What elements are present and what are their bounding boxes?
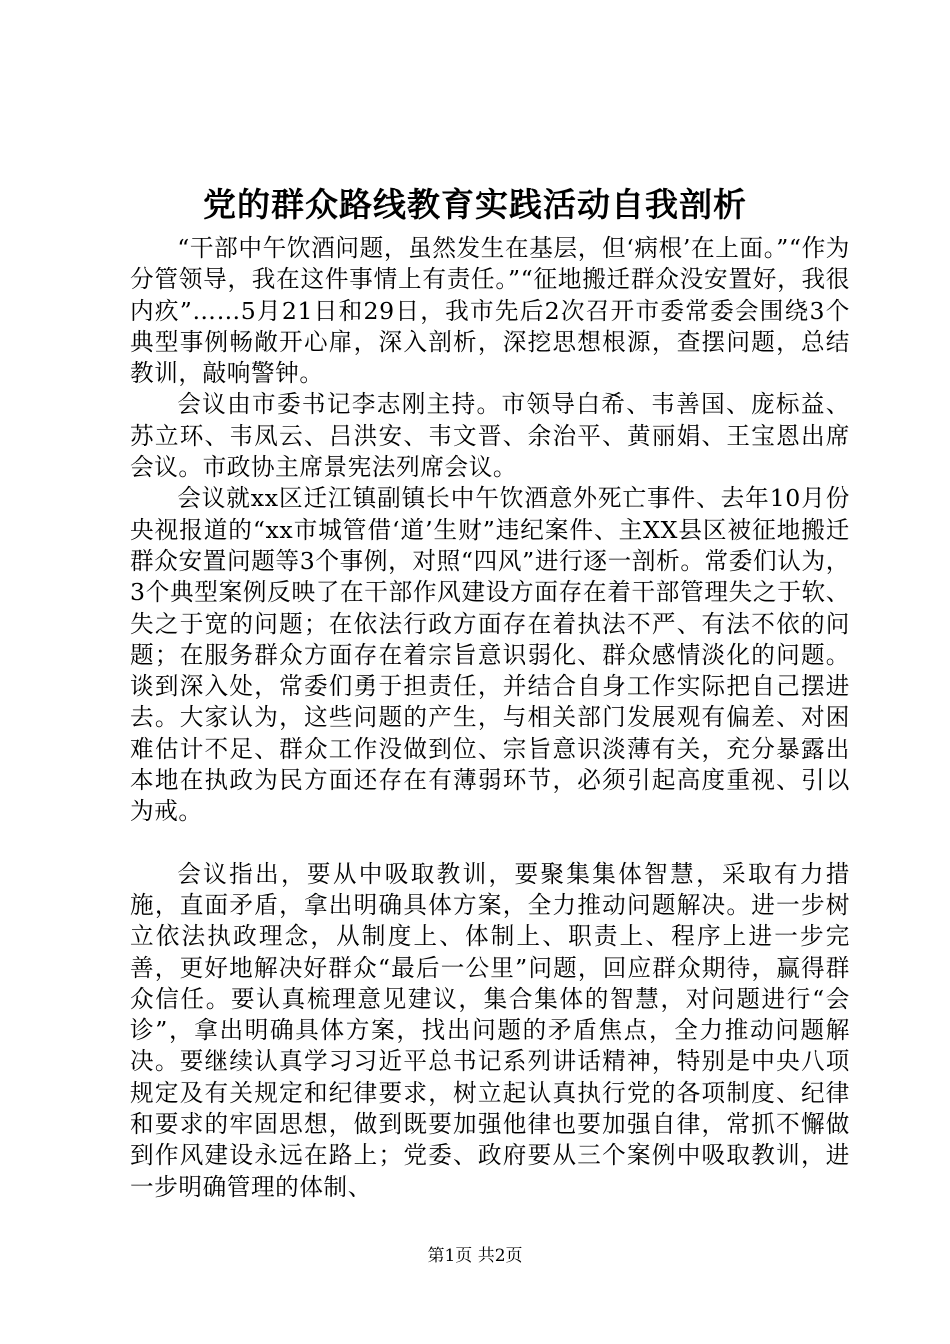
paragraph: 会议指出，要从中吸取教训，要聚集集体智慧，采取有力措施，直面矛盾，拿出明确具体方案，全力推动问题解决。进一步树立依法执政理念，从制度上、体制上、职责上、程序上进一步完善，更好地解决好群众“最后一公里”问题，回应群众期待，赢得群众信任。要认真梳理意见建议，集合集体的智慧，对问题进行“会诊”，拿出明确具体方案，找出问题的矛盾焦点，全力推动问题解决。要继续认真学习习近平总书记系列讲话精神，特别是中央八项规定及有关规定和纪律要求，树立起认真执行党的各项制度、纪律和要求的牢固思想，做到既要加强他律也要加强自律，常抓不懈做到作风建设永远在路上；党委、政府要从三个案例中吸取教训，进一步明确管理的体制、 [130,859,850,1201]
paragraph: “干部中午饮酒问题，虽然发生在基层，但‘病根’在上面。”“作为分管领导，我在这件事情上有责任。”“征地搬迁群众没安置好，我很内疚”……5月21日和29日，我市先后2次召开市委常委会围绕3个典型事例畅敞开心扉，深入剖析，深挖思想根源，查摆问题，总结教训，敲响警钟。 [130,234,850,388]
paragraph: 会议就xx区迁江镇副镇长中午饮酒意外死亡事件、去年10月份央视报道的“xx市城管借‘道’生财”违纪案件、主XX县区被征地搬迁群众安置问题等3个事例，对照“四风”进行逐一剖析。常委们认为，3个典型案例反映了在干部作风建设方面存在着干部管理失之于软、失之于宽的问题；在依法行政方面存在着执法不严、有法不依的问题；在服务群众方面存在着宗旨意识弱化、群众感情淡化的问题。谈到深入处，常委们勇于担责任，并结合自身工作实际把自己摆进去。大家认为，这些问题的产生，与相关部门发展观有偏差、对困难估计不足、群众工作没做到位、宗旨意识淡薄有关，充分暴露出本地在执政为民方面还存在有薄弱环节，必须引起高度重视、引以为戒。 [130,484,850,826]
paragraph: 会议由市委书记李志刚主持。市领导白希、韦善国、庞标益、苏立环、韦凤云、吕洪安、韦文晋、余治平、黄丽娟、王宝恩出席会议。市政协主席景宪法列席会议。 [130,390,850,482]
page-footer: 第1页 共2页 [427,1246,523,1266]
page-title: 党的群众路线教育实践活动自我剖析 [203,185,747,224]
document-body [130,233,850,1203]
